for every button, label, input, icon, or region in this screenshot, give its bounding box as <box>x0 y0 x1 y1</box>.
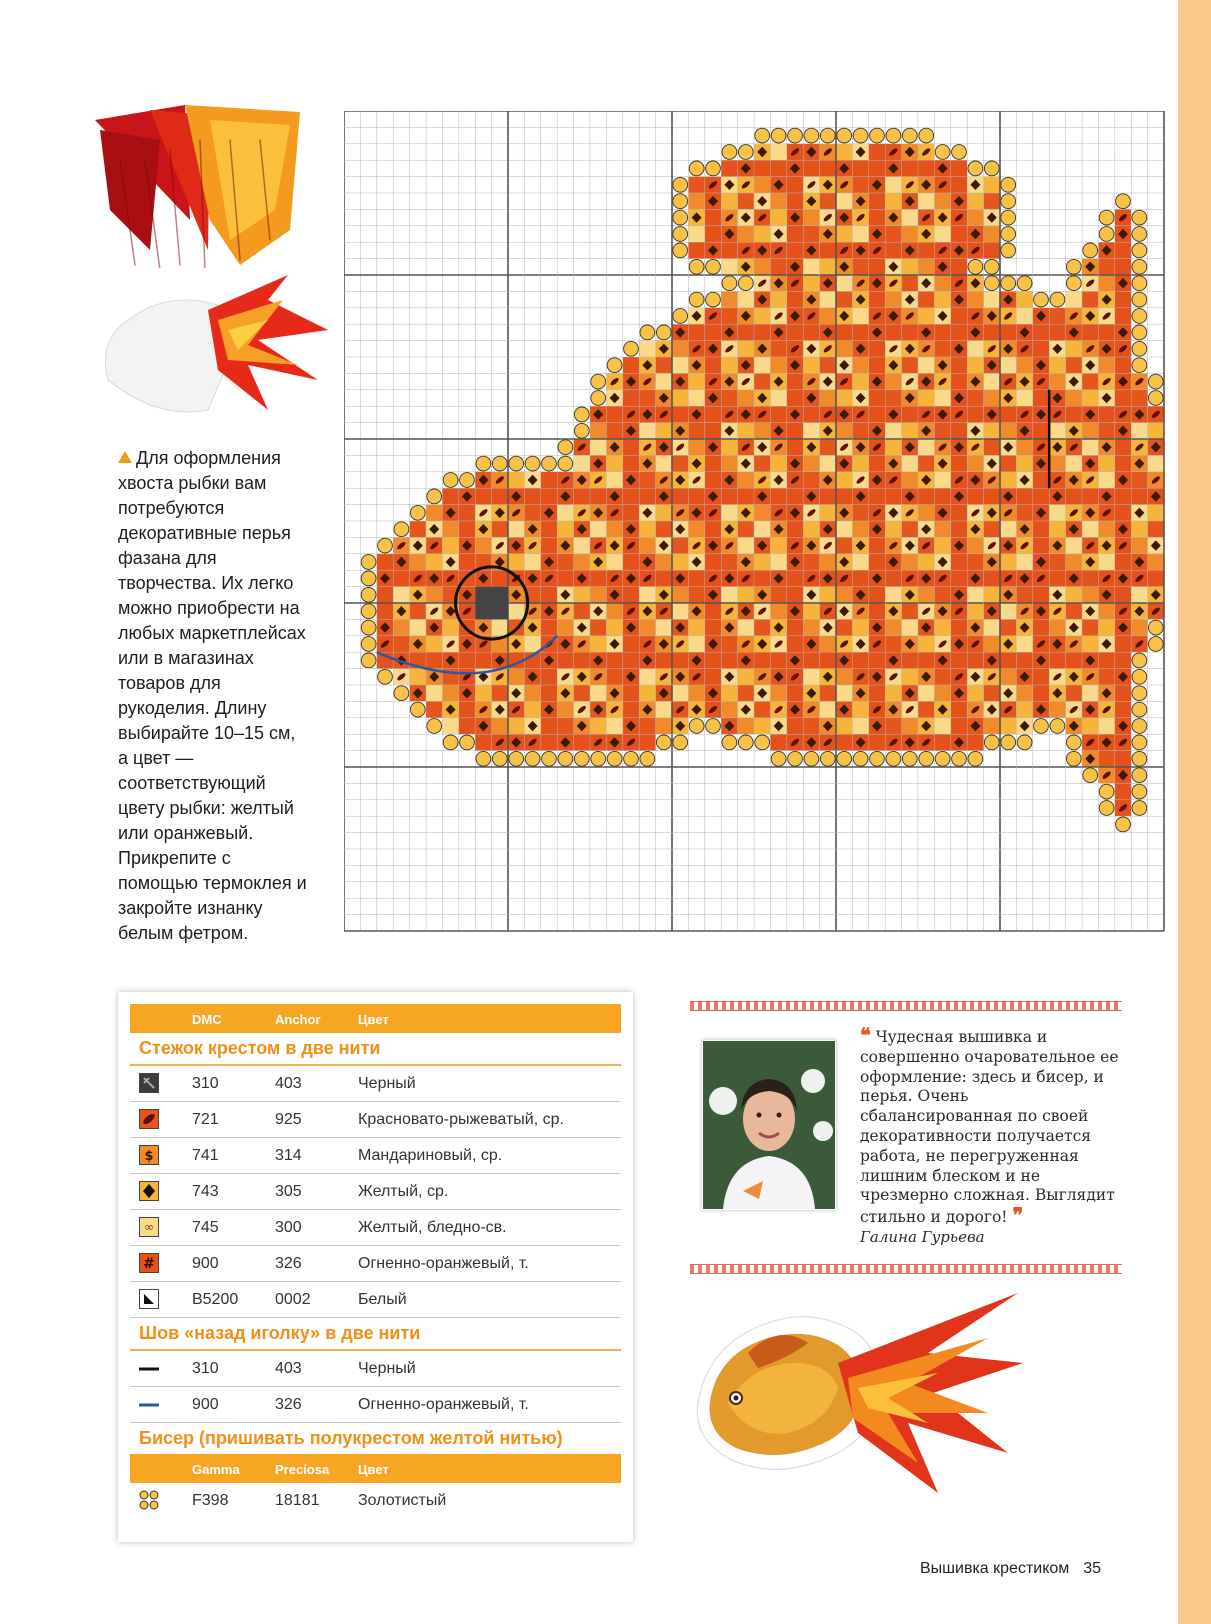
footer-title: Вышивка крестиком <box>920 1560 1070 1577</box>
quote-author: Галина Гурьева <box>860 1227 985 1246</box>
thread-color-name: Мандариновый, ср. <box>358 1147 503 1164</box>
thread-color-name: Огненно-оранжевый, т. <box>358 1255 529 1272</box>
thread-dmc: 310 <box>192 1360 219 1377</box>
key-row <box>130 1174 621 1210</box>
oval-symbol-icon <box>139 1109 159 1129</box>
thread-anchor: 326 <box>275 1255 302 1272</box>
thread-dmc: 721 <box>192 1111 219 1128</box>
thread-dmc: 310 <box>192 1075 219 1092</box>
dollar-symbol-icon <box>139 1145 159 1165</box>
author-photo <box>702 1040 836 1210</box>
decorative-band-bottom <box>690 1264 1122 1274</box>
page-number: 35 <box>1083 1560 1102 1577</box>
thread-dmc: B5200 <box>192 1291 239 1308</box>
key-row <box>130 1246 621 1282</box>
key-row <box>130 1351 621 1387</box>
thread-anchor: 925 <box>275 1111 302 1128</box>
thread-anchor: 403 <box>275 1075 302 1092</box>
key-header <box>130 1004 621 1033</box>
thread-anchor: 305 <box>275 1183 302 1200</box>
header-preciosa: Preciosa <box>275 1462 330 1477</box>
header-color: Цвет <box>358 1012 389 1027</box>
svg-text:#: # <box>143 1256 155 1272</box>
key-row <box>130 1387 621 1423</box>
color-key-table <box>130 1004 621 1518</box>
triangle-marker-icon <box>118 451 132 463</box>
thread-dmc: 900 <box>192 1255 219 1272</box>
bead-color-name: Золотистый <box>358 1492 447 1509</box>
thread-anchor: 326 <box>275 1396 302 1413</box>
diamond-symbol-icon <box>139 1181 159 1201</box>
editor-quote <box>860 1023 1122 1248</box>
thread-anchor: 0002 <box>275 1291 311 1308</box>
thread-color-name: Черный <box>358 1360 416 1377</box>
key-row <box>130 1282 621 1318</box>
beads-header <box>130 1454 621 1483</box>
thread-dmc: 741 <box>192 1147 219 1164</box>
thread-dmc: 900 <box>192 1396 219 1413</box>
header-gamma: Gamma <box>192 1462 240 1477</box>
thread-anchor: 403 <box>275 1360 302 1377</box>
beads-section-title: Бисер (пришивать полукрестом желтой нитью) <box>139 1428 563 1448</box>
intro-paragraph: Для оформления хвоста рыбки вам потребуются декоративные перья фазана для творчества. Их легко можно приобрести на любых маркетплейсах или в магазинах товаров для рукоделия. Длину выбирайте 10–15 см, а цвет — соответствующий цвету рыбки: желтый или оранжевый. Прикрепите с помощью термоклея и закройте изнанку белым фетром. <box>118 448 307 943</box>
key-section-title: Шов «назад иголку» в две нити <box>130 1318 621 1351</box>
key-row <box>130 1210 621 1246</box>
chart-grid <box>344 111 1176 943</box>
decorative-band-top <box>690 1001 1122 1011</box>
blue-line-symbol-icon <box>139 1394 159 1414</box>
thread-color-name: Огненно-оранжевый, т. <box>358 1396 529 1413</box>
thread-dmc: 745 <box>192 1219 219 1236</box>
hash-symbol-icon <box>139 1253 159 1273</box>
thread-dmc: 743 <box>192 1183 219 1200</box>
svg-text:$: $ <box>144 1149 154 1164</box>
black-square-symbol-icon <box>139 1073 159 1093</box>
cross-stitch-chart <box>344 111 1176 943</box>
finished-brooch-photo <box>688 1283 1028 1503</box>
page-edge-stripe <box>1178 0 1211 1624</box>
triangle-symbol-icon <box>139 1289 159 1309</box>
header-dmc: DMC <box>192 1012 222 1027</box>
header-anchor: Anchor <box>275 1012 321 1027</box>
thread-color-name: Красновато-рыжеватый, ср. <box>358 1111 564 1128</box>
thread-anchor: 300 <box>275 1219 302 1236</box>
black-line-symbol-icon <box>139 1358 159 1378</box>
infinity-symbol-icon <box>139 1217 159 1237</box>
bead-preciosa: 18181 <box>275 1492 320 1509</box>
close-quote-icon: ❞ <box>1012 1203 1024 1228</box>
key-row <box>130 1066 621 1102</box>
thread-color-name: Желтый, бледно-св. <box>358 1219 507 1236</box>
bead-row <box>130 1483 621 1518</box>
thread-color-name: Желтый, ср. <box>358 1183 449 1200</box>
key-row <box>130 1102 621 1138</box>
key-row <box>130 1138 621 1174</box>
bead-gamma: F398 <box>192 1492 229 1509</box>
page-footer <box>920 1560 1101 1578</box>
color-key-card <box>118 992 633 1542</box>
open-quote-icon: ❝ <box>860 1023 871 1047</box>
bead-symbol-icon <box>139 1490 159 1510</box>
key-section-title: Стежок крестом в две нити <box>130 1033 621 1066</box>
thread-anchor: 314 <box>275 1147 302 1164</box>
svg-text:∞: ∞ <box>144 1220 154 1234</box>
header-bead-color: Цвет <box>358 1462 389 1477</box>
thread-color-name: Белый <box>358 1291 407 1308</box>
thread-color-name: Черный <box>358 1075 416 1092</box>
quote-text: Чудесная вышивка и совершенно очаровательное ее оформление: здесь и бисер, и перья. Очень сбалансированная по своей декоративности получается работа, не перегруженная лишним блеском и не чрезмерно сложная. Выглядит стильно и дорого! <box>860 1028 1119 1227</box>
feathered-felt-photo <box>88 270 336 420</box>
feather-bundle-photo <box>90 100 308 268</box>
